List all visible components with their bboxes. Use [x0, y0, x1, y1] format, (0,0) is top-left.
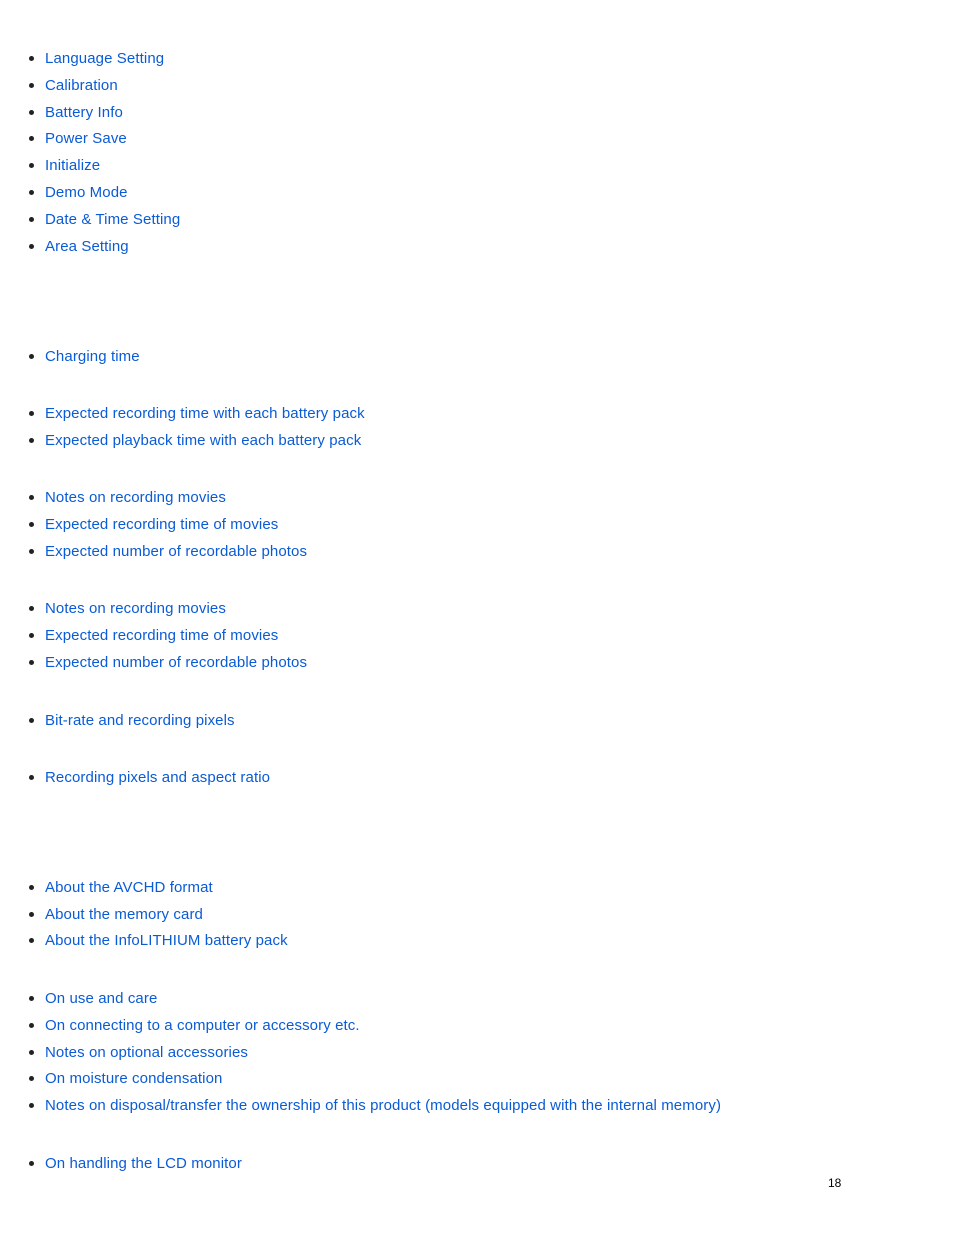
bullet-icon [29, 606, 34, 611]
bullet-icon [29, 1161, 34, 1166]
bullet-icon [29, 438, 34, 443]
bullet-icon [29, 912, 34, 917]
link-expected-number-photos[interactable]: Expected number of recordable photos [45, 543, 308, 560]
link-bit-rate-pixels[interactable]: Bit-rate and recording pixels [45, 712, 235, 729]
link-power-save[interactable]: Power Save [45, 130, 127, 147]
bullet-icon [29, 495, 34, 500]
link-optional-accessories[interactable]: Notes on optional accessories [45, 1044, 249, 1061]
bullet-icon [29, 1050, 34, 1055]
bullet-icon [29, 110, 34, 115]
bullet-icon [29, 1076, 34, 1081]
bullet-icon [29, 885, 34, 890]
bullet-icon [29, 56, 34, 61]
link-expected-recording-time-battery[interactable]: Expected recording time with each battery pack [45, 405, 365, 422]
link-language-setting[interactable]: Language Setting [45, 50, 165, 67]
link-memory-card[interactable]: About the memory card [45, 906, 204, 923]
link-charging-time[interactable]: Charging time [45, 348, 140, 365]
bullet-icon [29, 938, 34, 943]
link-notes-recording-movies[interactable]: Notes on recording movies [45, 600, 226, 617]
bullet-icon [29, 522, 34, 527]
link-infolithium-battery[interactable]: About the InfoLITHIUM battery pack [45, 932, 288, 949]
bullet-icon [29, 83, 34, 88]
link-area-setting[interactable]: Area Setting [45, 238, 129, 255]
link-calibration[interactable]: Calibration [45, 77, 118, 94]
link-demo-mode[interactable]: Demo Mode [45, 184, 128, 201]
bullet-icon [29, 718, 34, 723]
bullet-icon [29, 354, 34, 359]
bullet-icon [29, 660, 34, 665]
bullet-icon [29, 136, 34, 141]
link-date-time-setting[interactable]: Date & Time Setting [45, 211, 181, 228]
link-battery-info[interactable]: Battery Info [45, 104, 123, 121]
bullet-icon [29, 217, 34, 222]
bullet-icon [29, 1103, 34, 1108]
bullet-icon [29, 411, 34, 416]
link-expected-recording-time-movies[interactable]: Expected recording time of movies [45, 627, 279, 644]
link-expected-number-photos[interactable]: Expected number of recordable photos [45, 654, 308, 671]
bullet-icon [29, 996, 34, 1001]
bullet-icon [29, 633, 34, 638]
link-notes-recording-movies[interactable]: Notes on recording movies [45, 489, 226, 506]
link-avchd-format[interactable]: About the AVCHD format [45, 879, 213, 896]
bullet-icon [29, 163, 34, 168]
link-moisture-condensation[interactable]: On moisture condensation [45, 1070, 223, 1087]
link-use-and-care[interactable]: On use and care [45, 990, 158, 1007]
link-recording-pixels-aspect[interactable]: Recording pixels and aspect ratio [45, 769, 271, 786]
link-handling-lcd-monitor[interactable]: On handling the LCD monitor [45, 1155, 242, 1172]
bullet-icon [29, 244, 34, 249]
link-initialize[interactable]: Initialize [45, 157, 101, 174]
bullet-icon [29, 190, 34, 195]
link-expected-playback-time-battery[interactable]: Expected playback time with each battery pack [45, 432, 362, 449]
link-disposal-transfer[interactable]: Notes on disposal/transfer the ownership of this product (models equipped with the internal memory) [45, 1097, 722, 1114]
link-connecting-computer[interactable]: On connecting to a computer or accessory etc. [45, 1017, 360, 1034]
bullet-icon [29, 1023, 34, 1028]
bullet-icon [29, 775, 34, 780]
bullet-icon [29, 549, 34, 554]
link-expected-recording-time-movies[interactable]: Expected recording time of movies [45, 516, 279, 533]
page-number: 18 [828, 1176, 842, 1190]
